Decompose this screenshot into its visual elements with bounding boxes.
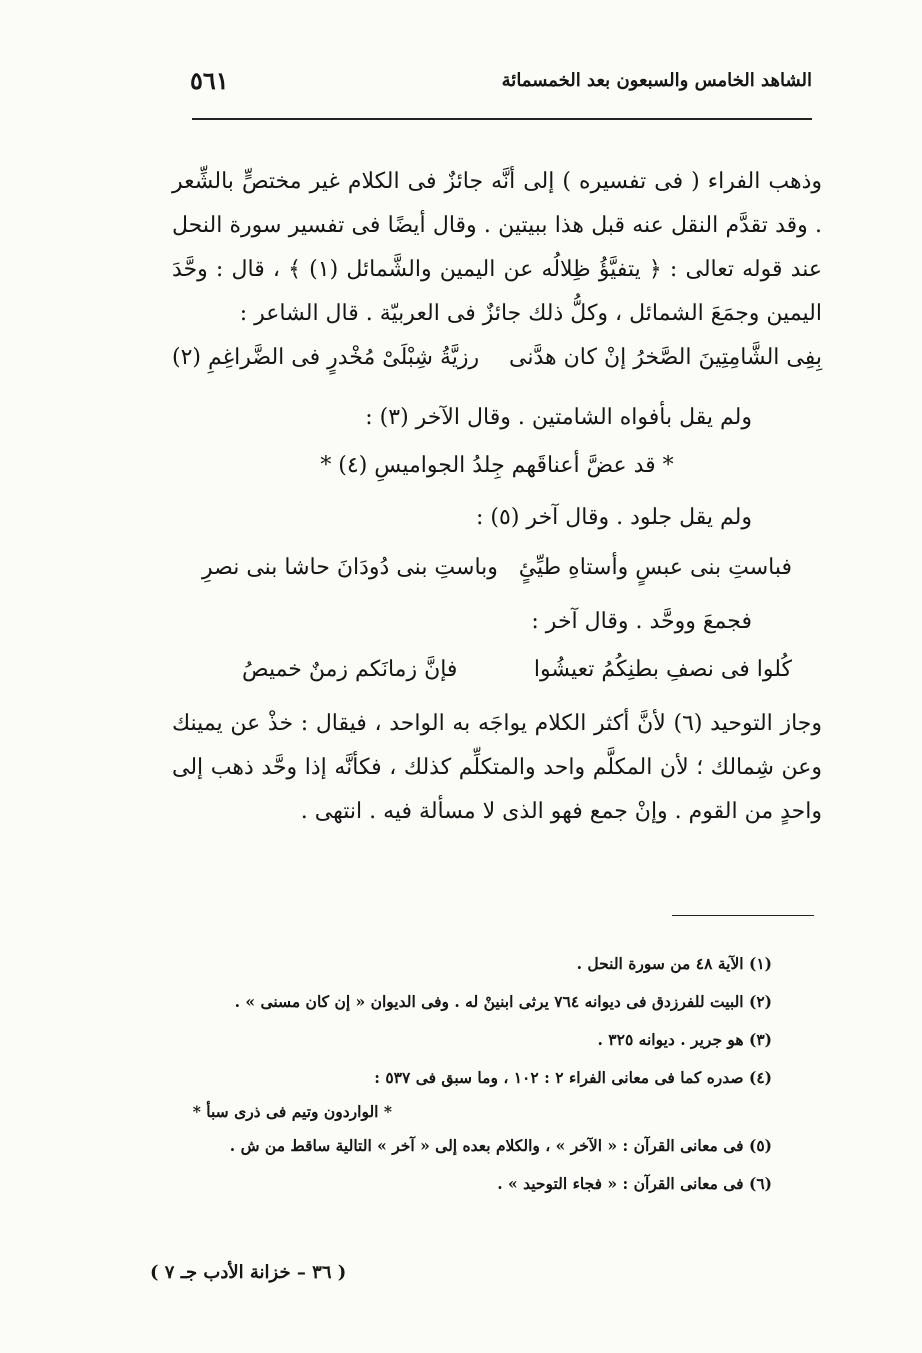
footnotes (160, 945, 772, 1203)
footnote-6: (٦) فى معانى القرآن : « فجاء التوحيد » . (497, 1174, 772, 1193)
verse-1-first-hemistich: بِفِى الشَّامِتِينَ الصَّخرُ إنْ كان هدَّنى (509, 345, 822, 370)
chapter-title: الشاهد الخامس والسبعون بعد الخمسمائة (501, 69, 812, 91)
verse-3-first-hemistich: فباستِ بنى عبسٍ وأستاهِ طيِّئٍ (518, 555, 792, 580)
footnote-2: (٢) البيت للفرزدق فى ديوانه ٧٦٤ يرثى ابنينْ له . وفى الديوان « إن كان مسنى » . (234, 992, 772, 1011)
main-text (172, 160, 822, 834)
verse-4-second-hemistich: فإنَّ زمانَكم زمنٌ خميصُ (242, 657, 458, 682)
paragraph-1: وذهب الفراء ( فى تفسيره ) إلى أنَّه جائزٌ فى الكلام غير مختصٍّ بالشِّعر . وقد تقدَّم النقل عنه قبل هذا ببيتين . وقال أيضًا فى تفسير سورة النحل عند قوله تعالى : ﴿ يتفيَّؤُ ظِلالُه عن اليمين والشَّمائل (١) ﴾ ، قال : وحَّدَ اليمين وجمَعَ الشمائل ، وكلُّ ذلك جائزٌ فى العربيّة . قال الشاعر : (172, 169, 822, 326)
footnote-rule (672, 915, 814, 916)
header-rule (192, 118, 812, 120)
running-head (190, 60, 812, 100)
footnote-4: (٤) صدره كما فى معانى الفراء ٢ : ١٠٢ ، وما سبق فى ٥٣٧ : (374, 1068, 772, 1087)
verse-4-first-hemistich: كُلوا فى نصفِ بطنِكُمُ تعيشُوا (533, 657, 792, 682)
line-4: فجمعَ ووحَّد . وقال آخر : (531, 609, 752, 634)
verse-1 (172, 336, 822, 380)
verse-3 (202, 546, 792, 590)
line-2: ولم يقل بأفواه الشامتين . وقال الآخر (٣) : (365, 405, 752, 430)
verse-1-second-hemistich: رزيَّةُ شِبْلَىْ مُخْدرٍ فى الضَّراغِمِ (٢) (172, 345, 480, 370)
footnote-1: (١) الآية ٤٨ من سورة النحل . (576, 954, 772, 973)
footnote-4-verse: * الواردون وتيم فى ذرى سبأ * (192, 1102, 392, 1121)
footnote-5: (٥) فى معانى القرآن : « الآخر » ، والكلام بعده إلى « آخر » التالية ساقط من ش . (229, 1136, 772, 1155)
verse-2: * قد عضَّ أعناقَهم جِلدُ الجواميسِ (٤) * (320, 453, 674, 478)
verse-4 (242, 648, 792, 692)
signature-mark: ( ٣٦ – خزانة الأدب جـ ٧ ) (150, 1262, 347, 1283)
footnote-3: (٣) هو جرير . ديوانه ٣٢٥ . (597, 1030, 772, 1049)
line-3: ولم يقل جلود . وقال آخر (٥) : (476, 505, 752, 530)
page-number: ٥٦١ (190, 65, 229, 95)
paragraph-2: وجاز التوحيد (٦) لأنَّ أكثر الكلام يواجَه به الواحد ، فيقال : خذْ عن يمينك وعن شِمالك ؛ لأن المكلَّم واحد والمتكلِّم كذلك ، فكأنَّه إذا وحَّد ذهب إلى واحدٍ من القوم . وإنْ جمع فهو الذى لا مسألة فيه . انتهى . (172, 711, 822, 824)
verse-3-second-hemistich: وباستِ بنى دُودَانَ حاشا بنى نصرِ (202, 555, 498, 580)
